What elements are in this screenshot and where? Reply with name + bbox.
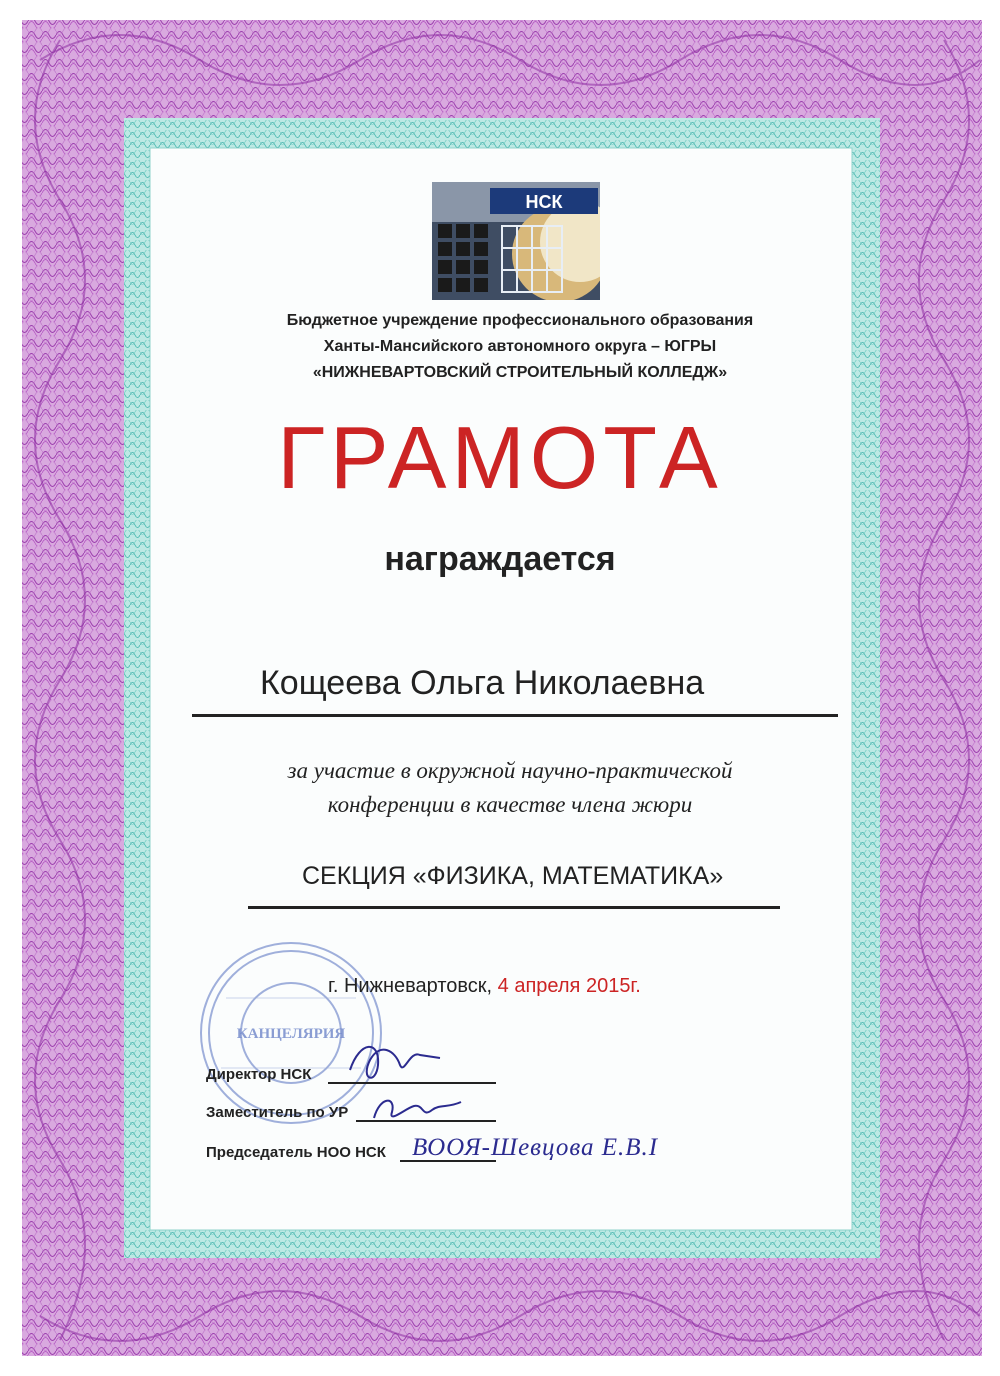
date: 4 апреля 2015г. [497,975,641,997]
organization-line-2: Ханты-Мансийского автономного округа – ЮГРЫ [323,338,717,355]
reason-line-2: конференции в качестве члена жюри [327,792,693,817]
city: г. Нижневартовск, [328,975,498,997]
organization-line-1: Бюджетное учреждение профессионального образования [286,312,754,329]
recipient-name: Кощеева Ольга Николаевна [260,664,705,702]
certificate-title: ГРАМОТА [277,408,723,507]
chairman-handwritten-name: ВООЯ-Шевцова Е.В.І [412,1134,659,1161]
organization-name: «НИЖНЕВАРТОВСКИЙ СТРОИТЕЛЬНЫЙ КОЛЛЕДЖ» [312,364,728,381]
chairman-label: Председатель НОО НСК [206,1144,386,1161]
deputy-signature [366,1088,466,1128]
place-date [328,975,641,998]
director-label: Директор НСК [206,1066,312,1083]
college-logo [432,182,600,300]
section-underline [248,906,780,909]
director-signature [340,1030,450,1090]
awarded-text: награждается [384,540,616,578]
logo-text: НСК [525,192,563,212]
section-name: СЕКЦИЯ «ФИЗИКА, МАТЕМАТИКА» [302,862,724,890]
recipient-underline [192,714,838,717]
reason-line-1: за участие в окружной научно-практической [287,758,733,783]
stamp-text: КАНЦЕЛЯРИЯ [236,1026,346,1042]
deputy-label: Заместитель по УР [206,1104,349,1121]
